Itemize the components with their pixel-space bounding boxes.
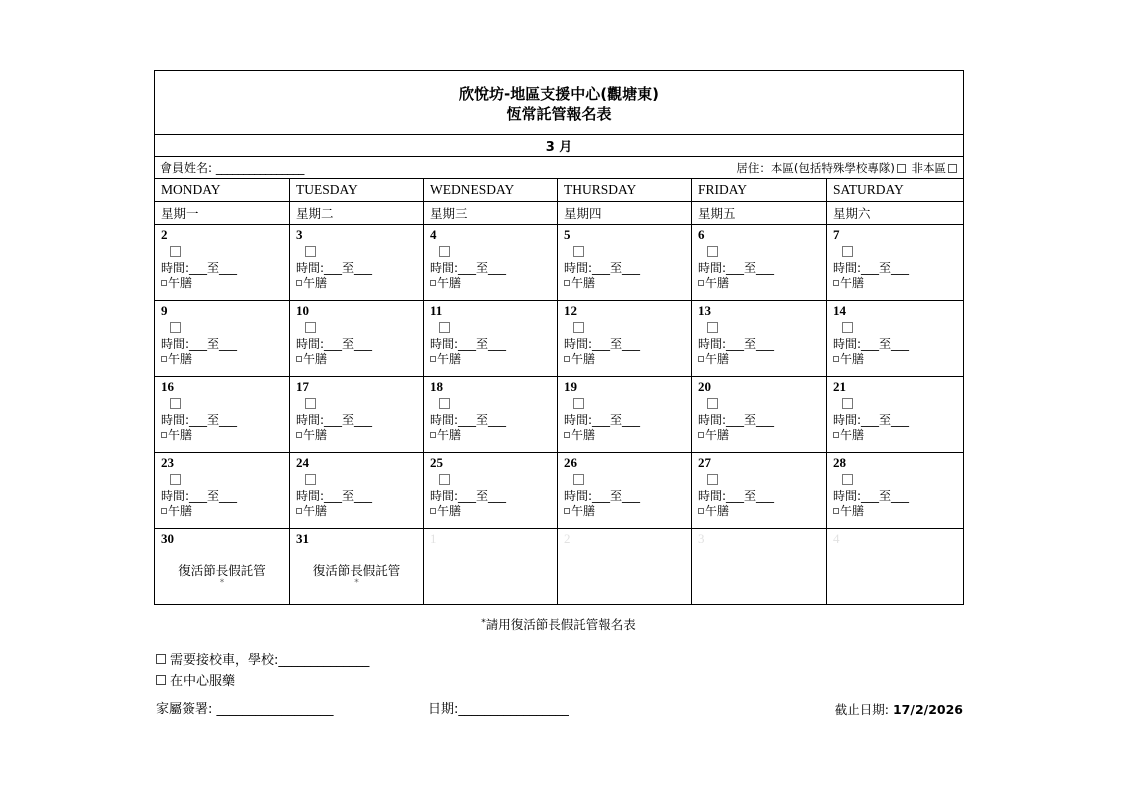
meal-checkbox[interactable] bbox=[296, 280, 302, 286]
medication-checkbox[interactable] bbox=[156, 675, 166, 685]
meal-checkbox[interactable] bbox=[564, 356, 570, 362]
meal-label: 午膳 bbox=[437, 352, 462, 366]
meal-option[interactable] bbox=[698, 504, 826, 519]
time-field[interactable]: 時間:___至___ bbox=[698, 337, 775, 351]
meal-option[interactable] bbox=[564, 428, 691, 443]
meal-option[interactable] bbox=[698, 276, 826, 291]
calendar-day-cell bbox=[558, 301, 692, 377]
holiday-note-text: 請用復活節長假託管報名表 bbox=[485, 617, 636, 632]
holiday-note-star: * bbox=[481, 618, 486, 628]
time-field[interactable]: 時間:___至___ bbox=[833, 413, 910, 427]
day-number: 24 bbox=[296, 455, 309, 470]
day-number: 9 bbox=[161, 303, 168, 318]
member-info-cell bbox=[155, 157, 964, 179]
meal-label: 午膳 bbox=[840, 352, 865, 366]
meal-option[interactable] bbox=[430, 352, 557, 367]
attendance-checkbox[interactable] bbox=[573, 322, 584, 333]
residence-other-label: 非本區 bbox=[911, 160, 947, 175]
weekday-zh-monday: 星期一 bbox=[155, 202, 290, 225]
meal-label: 午膳 bbox=[437, 428, 462, 442]
time-field[interactable]: 時間:___至___ bbox=[296, 261, 373, 275]
calendar-day-cell-holiday bbox=[290, 529, 424, 605]
attendance-checkbox[interactable] bbox=[305, 246, 316, 257]
deadline-label: 截止日期: bbox=[834, 702, 889, 717]
time-field[interactable]: 時間:___至___ bbox=[564, 413, 641, 427]
enrolment-form bbox=[154, 70, 963, 605]
meal-label: 午膳 bbox=[571, 276, 596, 290]
calendar-day-cell bbox=[692, 453, 827, 529]
day-number: 18 bbox=[430, 379, 443, 394]
day-number: 26 bbox=[564, 455, 577, 470]
attendance-checkbox[interactable] bbox=[170, 246, 181, 257]
attendance-checkbox[interactable] bbox=[439, 398, 450, 409]
calendar-day-cell bbox=[155, 453, 290, 529]
calendar-day-cell bbox=[424, 377, 558, 453]
weekday-zh-tuesday: 星期二 bbox=[290, 202, 424, 225]
day-number: 11 bbox=[430, 303, 443, 318]
meal-label: 午膳 bbox=[303, 276, 328, 290]
holiday-star: * bbox=[354, 578, 359, 588]
calendar-day-cell-holiday bbox=[155, 529, 290, 605]
calendar-day-cell bbox=[827, 225, 964, 301]
signature-date-field[interactable]: 日期:_________________ bbox=[428, 702, 569, 717]
calendar-table bbox=[154, 70, 964, 605]
meal-label: 午膳 bbox=[840, 504, 865, 518]
weekday-en-row bbox=[155, 179, 964, 202]
meal-checkbox[interactable] bbox=[161, 508, 167, 514]
meal-option[interactable] bbox=[430, 276, 557, 291]
meal-option[interactable] bbox=[833, 276, 963, 291]
meal-option[interactable] bbox=[161, 352, 289, 367]
day-number: 10 bbox=[296, 303, 309, 318]
meal-label: 午膳 bbox=[705, 352, 730, 366]
time-field[interactable]: 時間:___至___ bbox=[833, 261, 910, 275]
meal-option[interactable] bbox=[161, 504, 289, 519]
holiday-label: 復活節長假託管 bbox=[312, 563, 401, 578]
meal-option[interactable] bbox=[430, 504, 557, 519]
time-field[interactable]: 時間:___至___ bbox=[430, 489, 507, 503]
meal-checkbox[interactable] bbox=[161, 432, 167, 438]
meal-checkbox[interactable] bbox=[698, 280, 704, 286]
meal-option[interactable] bbox=[296, 428, 423, 443]
day-number: 5 bbox=[564, 227, 571, 242]
residence-other-checkbox[interactable] bbox=[948, 164, 957, 173]
option-school-bus-row[interactable] bbox=[156, 650, 369, 671]
meal-checkbox[interactable] bbox=[161, 356, 167, 362]
meal-label: 午膳 bbox=[571, 428, 596, 442]
meal-checkbox[interactable] bbox=[698, 356, 704, 362]
calendar-day-cell bbox=[692, 301, 827, 377]
calendar-day-cell bbox=[424, 453, 558, 529]
footer-options bbox=[156, 650, 369, 692]
calendar-week-row bbox=[155, 453, 964, 529]
calendar-day-cell bbox=[827, 453, 964, 529]
calendar-day-cell bbox=[290, 453, 424, 529]
meal-checkbox[interactable] bbox=[430, 432, 436, 438]
meal-label: 午膳 bbox=[168, 504, 193, 518]
day-number: 2 bbox=[564, 531, 571, 546]
day-number: 25 bbox=[430, 455, 443, 470]
calendar-day-cell bbox=[827, 301, 964, 377]
member-name-blank: ________________ bbox=[215, 160, 304, 175]
meal-option[interactable] bbox=[698, 352, 826, 367]
meal-label: 午膳 bbox=[705, 276, 730, 290]
meal-label: 午膳 bbox=[168, 352, 193, 366]
meal-label: 午膳 bbox=[437, 504, 462, 518]
weekday-zh-friday: 星期五 bbox=[692, 202, 827, 225]
calendar-day-cell bbox=[155, 225, 290, 301]
calendar-day-cell bbox=[290, 301, 424, 377]
meal-label: 午膳 bbox=[168, 276, 193, 290]
time-field[interactable]: 時間:___至___ bbox=[161, 337, 238, 351]
weekday-zh-wednesday: 星期三 bbox=[424, 202, 558, 225]
meal-label: 午膳 bbox=[705, 428, 730, 442]
residence-options bbox=[736, 159, 959, 177]
day-number: 31 bbox=[296, 531, 309, 546]
meal-option[interactable] bbox=[296, 352, 423, 367]
meal-label: 午膳 bbox=[705, 504, 730, 518]
weekday-en-wednesday: WEDNESDAY bbox=[424, 179, 558, 202]
meal-checkbox[interactable] bbox=[833, 356, 839, 362]
residence-local-checkbox[interactable] bbox=[897, 164, 906, 173]
meal-label: 午膳 bbox=[571, 504, 596, 518]
calendar-week-row bbox=[155, 301, 964, 377]
time-field[interactable]: 時間:___至___ bbox=[161, 489, 238, 503]
attendance-checkbox[interactable] bbox=[707, 474, 718, 485]
attendance-checkbox[interactable] bbox=[707, 398, 718, 409]
form-title-cell bbox=[155, 71, 964, 135]
attendance-checkbox[interactable] bbox=[573, 398, 584, 409]
attendance-checkbox[interactable] bbox=[842, 322, 853, 333]
calendar-week-row bbox=[155, 225, 964, 301]
residence-local-label: 居住：本區(包括特殊學校專隊) bbox=[736, 160, 895, 175]
day-number: 28 bbox=[833, 455, 846, 470]
meal-checkbox[interactable] bbox=[564, 508, 570, 514]
calendar-day-cell-inactive bbox=[558, 529, 692, 605]
calendar-day-cell bbox=[424, 301, 558, 377]
holiday-star: * bbox=[219, 578, 225, 588]
calendar-week-row bbox=[155, 377, 964, 453]
attendance-checkbox[interactable] bbox=[305, 398, 316, 409]
attendance-checkbox[interactable] bbox=[439, 322, 450, 333]
attendance-checkbox[interactable] bbox=[573, 246, 584, 257]
meal-label: 午膳 bbox=[303, 428, 328, 442]
time-field[interactable]: 時間:___至___ bbox=[296, 337, 373, 351]
member-name-field[interactable] bbox=[160, 159, 304, 177]
member-info-row bbox=[155, 157, 964, 179]
meal-option[interactable] bbox=[564, 276, 691, 291]
calendar-day-cell-inactive bbox=[692, 529, 827, 605]
calendar-day-cell bbox=[827, 377, 964, 453]
meal-checkbox[interactable] bbox=[698, 432, 704, 438]
meal-checkbox[interactable] bbox=[430, 280, 436, 286]
day-number: 4 bbox=[430, 227, 437, 242]
calendar-day-cell bbox=[558, 453, 692, 529]
deadline-value: 17/2/2026 bbox=[892, 702, 963, 717]
deadline-info bbox=[835, 701, 963, 719]
meal-checkbox[interactable] bbox=[833, 432, 839, 438]
day-number: 23 bbox=[161, 455, 174, 470]
time-field[interactable]: 時間:___至___ bbox=[698, 489, 775, 503]
meal-checkbox[interactable] bbox=[833, 280, 839, 286]
attendance-checkbox[interactable] bbox=[170, 474, 181, 485]
weekday-en-thursday: THURSDAY bbox=[558, 179, 692, 202]
family-signature-field[interactable]: 家屬簽署: __________________ bbox=[156, 702, 334, 717]
meal-checkbox[interactable] bbox=[833, 508, 839, 514]
meal-label: 午膳 bbox=[303, 504, 328, 518]
weekday-en-monday: MONDAY bbox=[155, 179, 290, 202]
option-medication-row[interactable] bbox=[156, 671, 369, 692]
meal-option[interactable] bbox=[161, 276, 289, 291]
day-number: 1 bbox=[430, 531, 437, 546]
calendar-day-cell bbox=[424, 225, 558, 301]
time-field[interactable]: 時間:___至___ bbox=[833, 337, 910, 351]
day-number: 3 bbox=[296, 227, 303, 242]
meal-option[interactable] bbox=[296, 504, 423, 519]
weekday-zh-row bbox=[155, 202, 964, 225]
time-field[interactable]: 時間:___至___ bbox=[296, 413, 373, 427]
day-number: 6 bbox=[698, 227, 705, 242]
meal-option[interactable] bbox=[564, 352, 691, 367]
form-title-line1: 欣悅坊-地區支援中心(觀塘東) bbox=[459, 84, 659, 103]
weekday-en-saturday: SATURDAY bbox=[827, 179, 964, 202]
attendance-checkbox[interactable] bbox=[305, 474, 316, 485]
meal-option[interactable] bbox=[833, 352, 963, 367]
calendar-day-cell bbox=[290, 377, 424, 453]
calendar-day-cell bbox=[692, 225, 827, 301]
time-field[interactable]: 時間:___至___ bbox=[833, 489, 910, 503]
title-row bbox=[155, 71, 964, 135]
meal-option[interactable] bbox=[296, 276, 423, 291]
meal-checkbox[interactable] bbox=[161, 280, 167, 286]
day-number: 7 bbox=[833, 227, 840, 242]
holiday-note bbox=[154, 615, 963, 633]
time-field[interactable]: 時間:___至___ bbox=[698, 413, 775, 427]
time-field[interactable]: 時間:___至___ bbox=[564, 337, 641, 351]
meal-checkbox[interactable] bbox=[564, 280, 570, 286]
attendance-checkbox[interactable] bbox=[842, 246, 853, 257]
time-field[interactable]: 時間:___至___ bbox=[161, 261, 238, 275]
meal-label: 午膳 bbox=[303, 352, 328, 366]
attendance-checkbox[interactable] bbox=[305, 322, 316, 333]
day-number: 14 bbox=[833, 303, 846, 318]
day-number: 20 bbox=[698, 379, 711, 394]
time-field[interactable]: 時間:___至___ bbox=[564, 489, 641, 503]
meal-checkbox[interactable] bbox=[296, 356, 302, 362]
option-school-bus-label: 需要接校車，學校:______________ bbox=[170, 653, 370, 668]
form-title-line2: 恆常託管報名表 bbox=[506, 104, 612, 123]
meal-option[interactable] bbox=[833, 504, 963, 519]
calendar-day-cell bbox=[290, 225, 424, 301]
meal-option[interactable] bbox=[564, 504, 691, 519]
attendance-checkbox[interactable] bbox=[170, 398, 181, 409]
weekday-zh-thursday: 星期四 bbox=[558, 202, 692, 225]
time-field[interactable]: 時間:___至___ bbox=[430, 337, 507, 351]
calendar-day-cell bbox=[558, 225, 692, 301]
meal-option[interactable] bbox=[698, 428, 826, 443]
weekday-zh-saturday: 星期六 bbox=[827, 202, 964, 225]
meal-label: 午膳 bbox=[571, 352, 596, 366]
time-field[interactable]: 時間:___至___ bbox=[698, 261, 775, 275]
calendar-day-cell-inactive bbox=[424, 529, 558, 605]
meal-label: 午膳 bbox=[437, 276, 462, 290]
meal-checkbox[interactable] bbox=[698, 508, 704, 514]
month-row bbox=[155, 135, 964, 157]
day-number: 19 bbox=[564, 379, 577, 394]
meal-checkbox[interactable] bbox=[296, 432, 302, 438]
attendance-checkbox[interactable] bbox=[842, 398, 853, 409]
time-field[interactable]: 時間:___至___ bbox=[430, 261, 507, 275]
day-number: 30 bbox=[161, 531, 174, 546]
school-bus-checkbox[interactable] bbox=[156, 654, 166, 664]
attendance-checkbox[interactable] bbox=[707, 246, 718, 257]
member-name-label: 會員姓名: bbox=[160, 160, 213, 175]
calendar-day-cell-inactive bbox=[827, 529, 964, 605]
day-number: 17 bbox=[296, 379, 309, 394]
day-number: 3 bbox=[698, 531, 705, 546]
month-label: 3 月 bbox=[155, 135, 964, 157]
day-number: 12 bbox=[564, 303, 577, 318]
attendance-checkbox[interactable] bbox=[170, 322, 181, 333]
day-number: 21 bbox=[833, 379, 846, 394]
calendar-day-cell bbox=[692, 377, 827, 453]
attendance-checkbox[interactable] bbox=[439, 246, 450, 257]
weekday-en-tuesday: TUESDAY bbox=[290, 179, 424, 202]
weekday-en-friday: FRIDAY bbox=[692, 179, 827, 202]
meal-label: 午膳 bbox=[840, 428, 865, 442]
calendar-day-cell bbox=[155, 301, 290, 377]
attendance-checkbox[interactable] bbox=[439, 474, 450, 485]
option-medication-label: 在中心服藥 bbox=[170, 674, 236, 689]
holiday-label: 復活節長假託管 bbox=[178, 563, 266, 578]
meal-checkbox[interactable] bbox=[430, 356, 436, 362]
time-field[interactable]: 時間:___至___ bbox=[161, 413, 238, 427]
meal-option[interactable] bbox=[833, 428, 963, 443]
day-number: 16 bbox=[161, 379, 174, 394]
time-field[interactable]: 時間:___至___ bbox=[296, 489, 373, 503]
calendar-day-cell bbox=[155, 377, 290, 453]
day-number: 4 bbox=[833, 531, 840, 546]
meal-option[interactable] bbox=[161, 428, 289, 443]
attendance-checkbox[interactable] bbox=[573, 474, 584, 485]
meal-checkbox[interactable] bbox=[430, 508, 436, 514]
time-field[interactable]: 時間:___至___ bbox=[564, 261, 641, 275]
attendance-checkbox[interactable] bbox=[707, 322, 718, 333]
meal-label: 午膳 bbox=[168, 428, 193, 442]
attendance-checkbox[interactable] bbox=[842, 474, 853, 485]
day-number: 2 bbox=[161, 227, 168, 242]
meal-option[interactable] bbox=[430, 428, 557, 443]
day-number: 13 bbox=[698, 303, 711, 318]
meal-checkbox[interactable] bbox=[296, 508, 302, 514]
meal-checkbox[interactable] bbox=[564, 432, 570, 438]
calendar-week-body bbox=[155, 225, 964, 605]
calendar-week-row bbox=[155, 529, 964, 605]
meal-label: 午膳 bbox=[840, 276, 865, 290]
calendar-day-cell bbox=[558, 377, 692, 453]
day-number: 27 bbox=[698, 455, 711, 470]
time-field[interactable]: 時間:___至___ bbox=[430, 413, 507, 427]
